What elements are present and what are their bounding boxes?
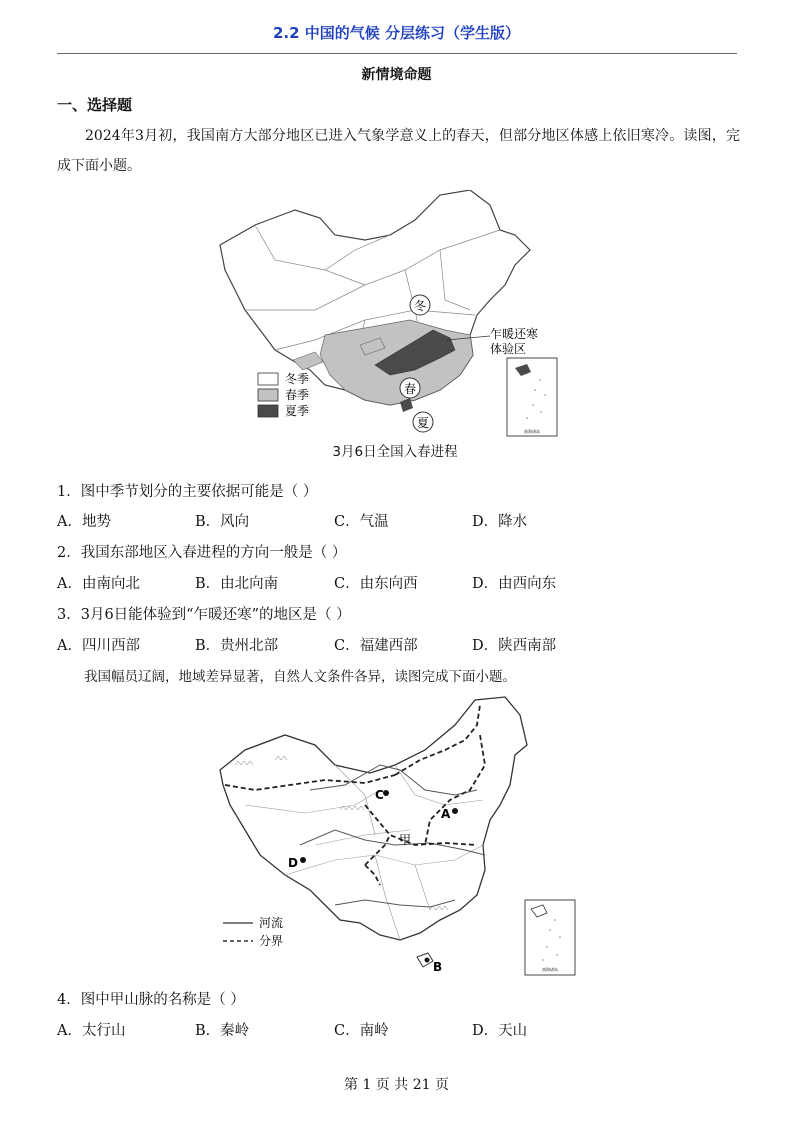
q3-option-c[interactable]: C．福建西部 (334, 638, 418, 654)
question-2-stem: 2．我国东部地区入春进程的方向一般是（ ） (57, 545, 347, 561)
q2-option-a[interactable]: A．由南向北 (57, 576, 140, 592)
q2-option-d[interactable]: D．由西向东 (472, 576, 557, 592)
map1-caption: 3月6日全国入春进程 (332, 444, 458, 460)
q3-option-d[interactable]: D．陕西南部 (472, 638, 557, 654)
q4-option-b[interactable]: B．秦岭 (195, 1023, 250, 1039)
question-4-stem: 4．图中甲山脉的名称是（ ） (57, 992, 245, 1008)
point-label-b: B (433, 960, 443, 974)
point-label-c: C (375, 788, 384, 802)
passage-2: 我国幅员辽阔，地域差异显著，自然人文条件各异，读图完成下面小题。 (84, 669, 516, 685)
label-jia: 甲 (399, 833, 412, 847)
legend-river: 河流 (259, 916, 284, 930)
q3-option-b[interactable]: B．贵州北部 (195, 638, 279, 654)
point-label-a: A (441, 807, 451, 821)
q4-option-c[interactable]: C．南岭 (334, 1023, 389, 1039)
legend-spring: 春季 (285, 388, 310, 402)
q4-option-a[interactable]: A．太行山 (57, 1023, 126, 1039)
legend-summer: 夏季 (285, 404, 310, 418)
point-label-d: D (288, 856, 298, 870)
passage-1: 2024年3月初，我国南方大部分地区已进入气象学意义上的春天，但部分地区体感上依旧寒冷。读图，完成下面小题。 (57, 128, 740, 174)
section-heading: 一、选择题 (57, 96, 133, 114)
china-spring-progress-map (215, 190, 575, 440)
inset-label-2: 南海诸岛 (542, 967, 558, 972)
annotation-line-2: 体验区 (490, 342, 527, 356)
q1-option-a[interactable]: A．地势 (57, 514, 111, 530)
legend-winter: 冬季 (285, 372, 310, 386)
question-3-stem: 3．3月6日能体验到“乍暖还寒”的地区是（ ） (57, 607, 351, 623)
q2-option-c[interactable]: C．由东向西 (334, 576, 418, 592)
header-divider (57, 53, 737, 54)
q1-option-b[interactable]: B．风向 (195, 514, 250, 530)
legend-divide: 分界 (259, 934, 284, 948)
south-china-sea-inset (507, 358, 557, 436)
document-header-title: 2.2 中国的气候 分层练习（学生版） (272, 24, 521, 42)
q4-option-d[interactable]: D．天山 (472, 1023, 528, 1039)
page-footer: 第 1 页 共 21 页 (344, 1077, 449, 1093)
q3-option-a[interactable]: A．四川西部 (57, 638, 140, 654)
label-summer: 夏 (416, 416, 430, 430)
label-winter: 冬 (413, 299, 427, 313)
annotation-line-1: 乍暖还寒 (490, 327, 539, 341)
china-outline-2 (220, 697, 527, 940)
q2-option-b[interactable]: B．由北向南 (195, 576, 279, 592)
q1-option-d[interactable]: D．降水 (472, 514, 528, 530)
q1-option-c[interactable]: C．气温 (334, 514, 389, 530)
section-title: 新情境命题 (361, 67, 432, 83)
inset-label-1: 南海诸岛 (524, 429, 540, 434)
question-1-stem: 1．图中季节划分的主要依据可能是（ ） (57, 484, 318, 500)
label-spring: 春 (403, 382, 417, 396)
china-regions-map (215, 695, 580, 980)
